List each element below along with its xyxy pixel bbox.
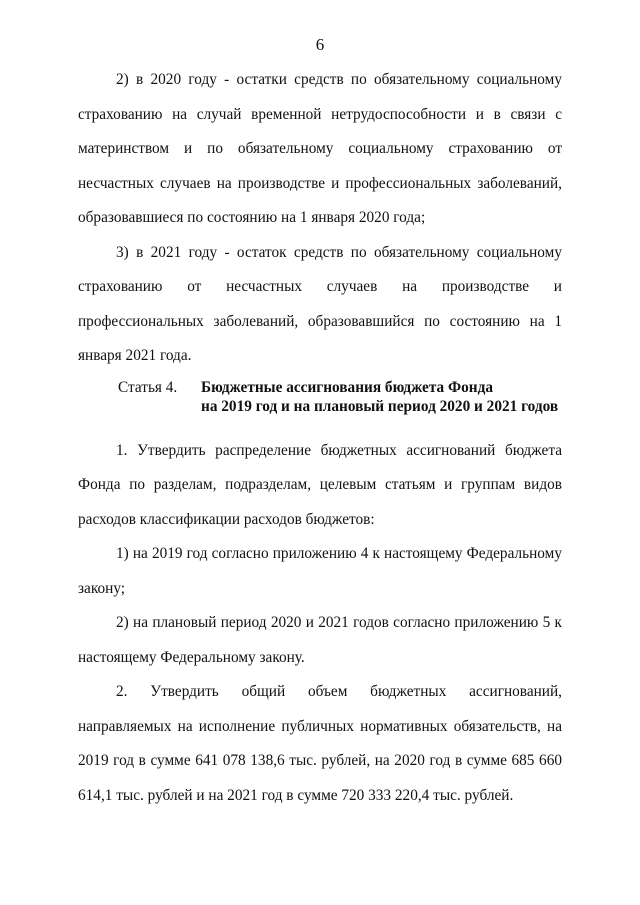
- paragraph-clause-2: 2. Утвердить общий объем бюджетных ассигнований, направляемых на исполнение публичных нормативных обязательств, на 2019 год в сумме 641 078 138,6 тыс. рублей, на 2020 год в сумме 685 660 614,1 тыс. рублей и на 2021 год в сумме 720 333 220,4 тыс. рублей.: [78, 683, 562, 804]
- article-title-line-1: Бюджетные ассигнования бюджета Фонда: [201, 378, 493, 396]
- document-body: [78, 63, 562, 813]
- paragraph-subitem-1: 1) на 2019 год согласно приложению 4 к настоящему Федеральному закону;: [78, 545, 562, 597]
- paragraph-item-3-2021: 3) в 2021 году - остаток средств по обязательному социальному страхованию от несчастных случаев на производстве и профессиональных заболеваний, образовавшийся по состоянию на 1 января 2021 года.: [78, 243, 562, 364]
- article-title: [201, 378, 558, 416]
- article-label: Статья 4.: [118, 378, 178, 396]
- article-heading: [78, 378, 562, 428]
- paragraph-subitem-2: 2) на плановый период 2020 и 2021 годов согласно приложению 5 к настоящему Федеральному закону.: [78, 614, 562, 666]
- article-title-line-2: на 2019 год и на плановый период 2020 и 2021 годов: [201, 397, 559, 415]
- paragraph-item-2-2020: 2) в 2020 году - остатки средств по обязательному социальному страхованию на случай временной нетрудоспособности и в связи с материнством и по обязательному социальному страхованию от несчастных случаев на производстве и профессиональных заболеваний, образовавшиеся по состоянию на 1 января 2020 года;: [78, 71, 562, 226]
- paragraph-clause-1: 1. Утвердить распределение бюджетных ассигнований бюджета Фонда по разделам, подразделам, целевым статьям и группам видов расходов классификации расходов бюджетов:: [78, 441, 562, 528]
- page-number: 6: [315, 35, 325, 54]
